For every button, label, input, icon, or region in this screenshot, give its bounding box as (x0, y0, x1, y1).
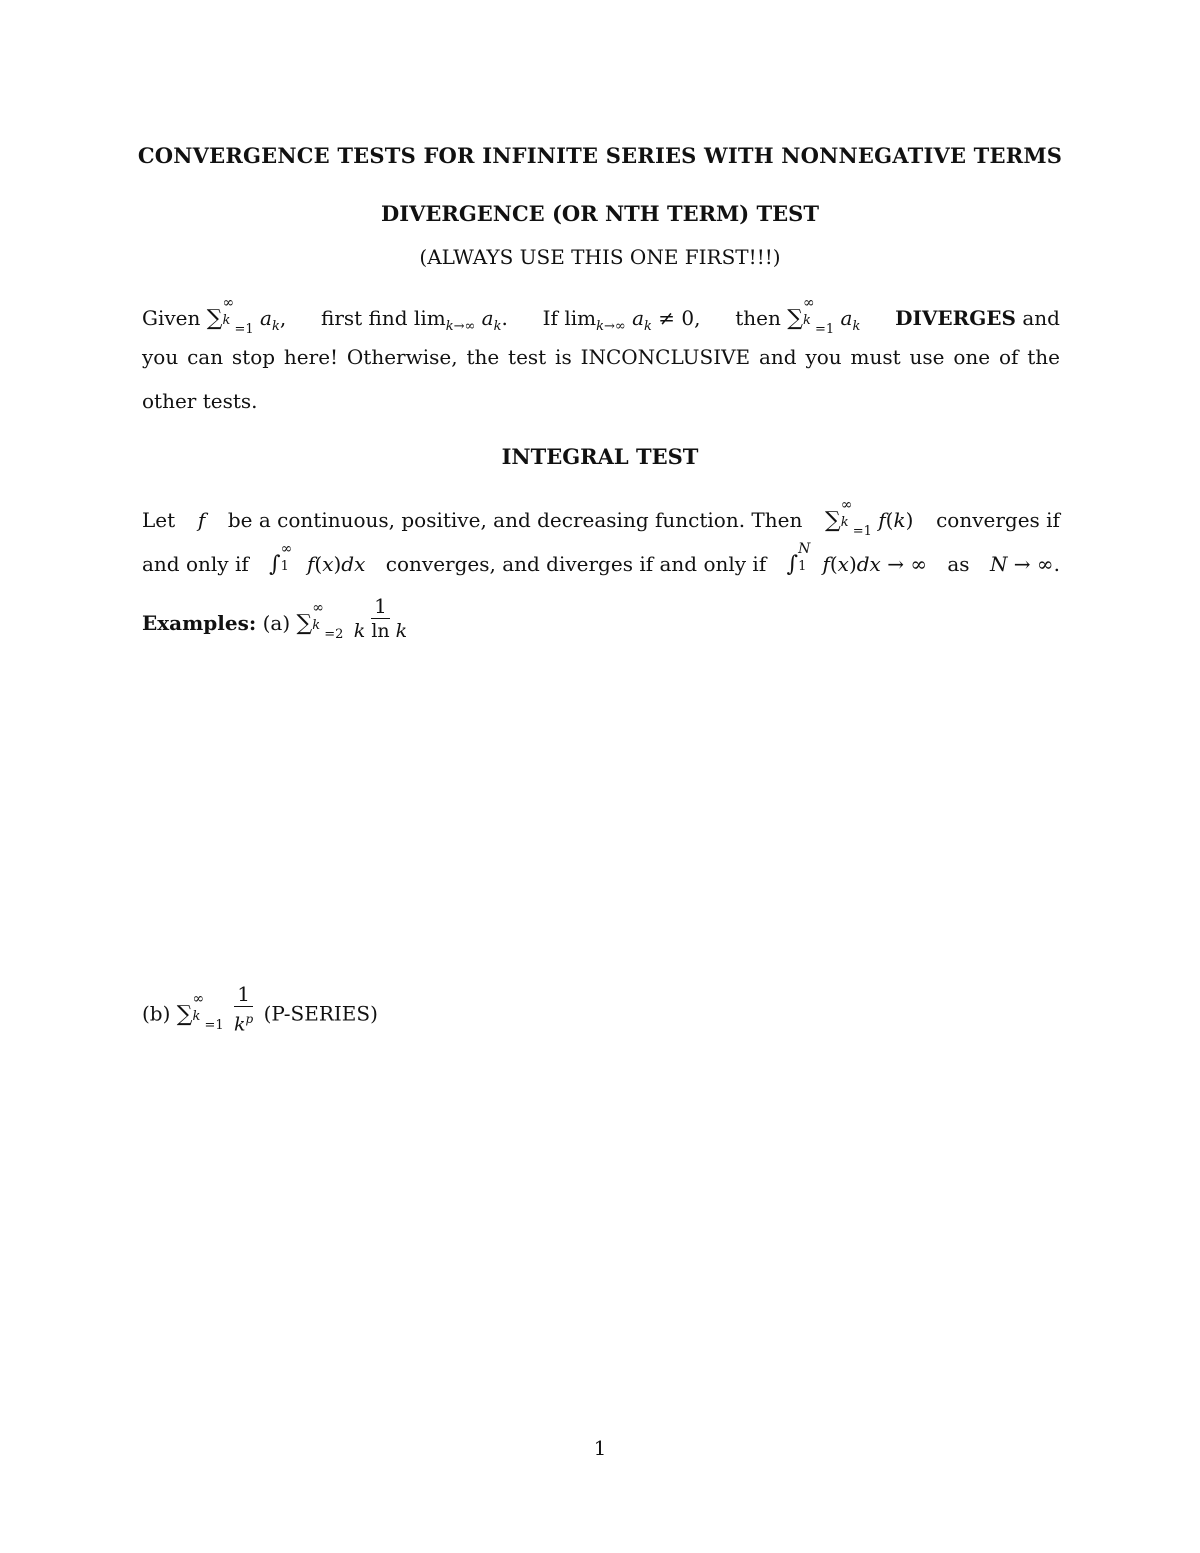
first-find-text: first find lim (320, 306, 446, 330)
divergence-test-heading: DIVERGENCE (OR NTH TERM) TEST (381, 201, 819, 226)
example-b: (b) ∑ ∞ k $_{=1}$ $\frac{1}{k^p}$ (P-SERIES) (142, 982, 378, 1036)
divergence-paragraph-line-1: Given ∑ ∞ k $_{=1}$ $a_k$, first find $\lim_{k\to\infty} a_k$. If $\lim_{k\to\infty} a_k \ne 0$, then ∑ ∞ k $_{=1}$ $a_k$ DIVERGES and (142, 295, 1060, 337)
examples-label: Examples: (142, 611, 257, 635)
p-series-note: (P-SERIES) (263, 1001, 378, 1026)
then-text: then (735, 306, 781, 330)
fraction-1-over-k-ln-k: $\frac{1}{\text{k ln k}}$ (353, 594, 408, 642)
and-only-if-text: and only if (142, 552, 249, 576)
let-text: Let (142, 508, 176, 532)
divergence-paragraph-line-2: you can stop here! Otherwise, the test is INCONCLUSIVE and you must use one of the (142, 345, 1060, 369)
fraction-1-over-k-p: $\frac{1}{k^p}$ (234, 982, 254, 1036)
as-text: as (947, 552, 970, 576)
integral-paragraph-line-2: and only if ∫ ∞ 1 f(x)dx converges, and diverges if and only if ∫ N 1 f(x)dx → ∞ as N → ∞. (142, 541, 1060, 577)
integral-paragraph-line-1: Let f be a continuous, positive, and decreasing function. Then ∑ ∞ k $_{=1}$ f(k) converges if (142, 497, 1060, 539)
divergence-test-subheading: (ALWAYS USE THIS ONE FIRST!!!) (419, 245, 781, 269)
example-a: Examples: (a) ∑ ∞ k $_{=2}$ $\frac{1}{\text{k ln k}}$ (142, 594, 408, 642)
page-number: 1 (593, 1436, 607, 1460)
given-text: Given (142, 306, 201, 330)
example-a-label: (a) (262, 611, 291, 635)
divergence-paragraph-line-3: other tests. (142, 389, 258, 413)
sum-symbol: ∑ (206, 306, 223, 331)
converges-if-text: converges if (936, 508, 1060, 532)
continuous-function-text: be a continuous, positive, and decreasing function. Then (227, 508, 803, 532)
integral-test-heading: INTEGRAL TEST (501, 444, 699, 469)
example-b-label: (b) (142, 1001, 171, 1026)
diverges-text: DIVERGES (895, 306, 1016, 330)
if-lim-text: If lim (542, 306, 597, 330)
converges-diverges-text: converges, and diverges if and only if (385, 552, 767, 576)
document-title: CONVERGENCE TESTS FOR INFINITE SERIES WITH NONNEGATIVE TERMS (137, 143, 1063, 168)
